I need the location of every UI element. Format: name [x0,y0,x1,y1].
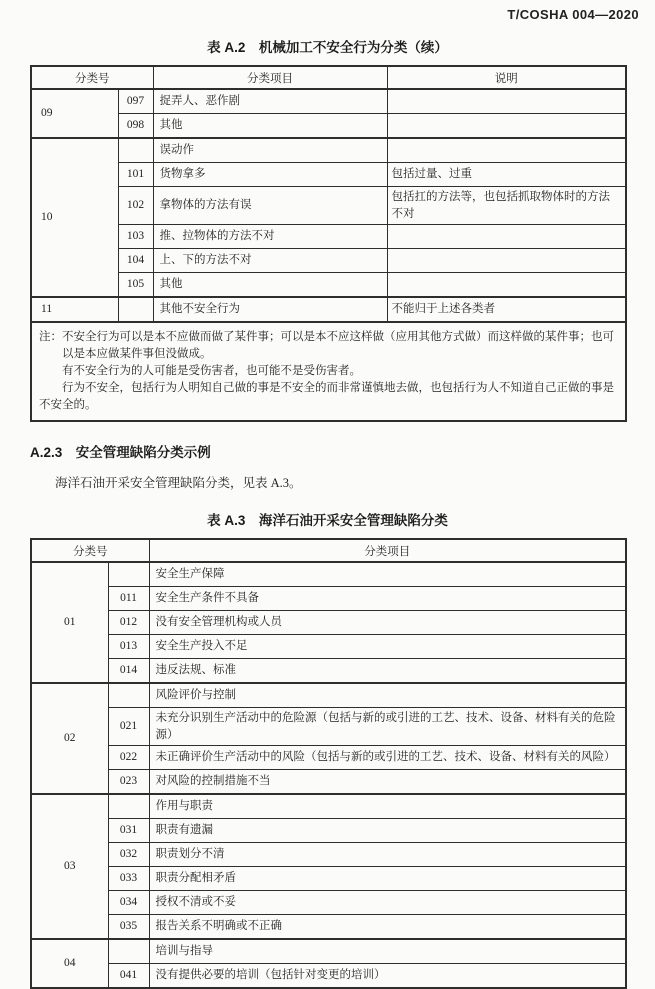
desc-cell [387,225,626,249]
code-cell: 023 [108,770,149,795]
item-cell: 没有安全管理机构或人员 [149,611,626,635]
item-cell: 作用与职责 [149,794,626,819]
code-cell [108,939,149,964]
table-row [31,915,626,940]
note-paragraph: 注：不安全行为可以是本不应做而做了某件事；可以是本不应这样做（应用其他方式做）而这样做的某件事；也可以是本应做某件事但没做成。 [39,331,614,360]
group-no-cell: 10 [31,138,118,297]
table-row [31,708,626,746]
item-cell: 职责划分不清 [149,843,626,867]
table-a2-header-class-no: 分类号 [31,66,153,89]
desc-cell [387,273,626,298]
desc-cell [387,89,626,114]
code-cell [108,562,149,587]
code-cell: 032 [108,843,149,867]
table-a3-header-class-no: 分类号 [31,539,149,562]
code-cell: 021 [108,708,149,746]
table-a3-header-item: 分类项目 [149,539,626,562]
clause-heading-a23: A.2.3 安全管理缺陷分类示例 [30,445,211,460]
code-cell: 033 [108,867,149,891]
table-row [31,635,626,659]
code-cell: 022 [108,746,149,770]
code-cell: 035 [108,915,149,940]
table-header-row [31,66,626,89]
item-cell: 其他 [153,114,387,139]
table-a2-header-item: 分类项目 [153,66,387,89]
group-no-cell: 03 [31,794,108,939]
code-cell [118,138,153,163]
desc-cell: 包括过量、过重 [387,163,626,187]
item-cell: 风险评价与控制 [149,683,626,708]
item-cell: 职责有遗漏 [149,819,626,843]
table-note-row [31,322,626,421]
code-cell: 103 [118,225,153,249]
table-a2-title: 表 A.2 机械加工不安全行为分类（续） [207,40,448,55]
code-cell [118,297,153,322]
table-row [31,187,626,225]
code-cell: 104 [118,249,153,273]
table-row [31,249,626,273]
table-row [31,562,626,587]
code-cell: 014 [108,659,149,684]
group-no-cell: 11 [31,297,118,322]
code-cell: 098 [118,114,153,139]
table-row [31,939,626,964]
table-row [31,843,626,867]
table-a3-head [31,539,626,562]
item-cell: 拿物体的方法有误 [153,187,387,225]
item-cell: 培训与指导 [149,939,626,964]
code-cell [108,683,149,708]
item-cell: 违反法规、标准 [149,659,626,684]
item-cell: 推、拉物体的方法不对 [153,225,387,249]
table-row [31,819,626,843]
item-cell: 职责分配相矛盾 [149,867,626,891]
table-row [31,114,626,139]
item-cell: 没有提供必要的培训（包括针对变更的培训） [149,964,626,989]
item-cell: 未充分识别生产活动中的危险源（包括与新的或引进的工艺、技术、设备、材料有关的危险源） [149,708,626,746]
item-cell: 上、下的方法不对 [153,249,387,273]
table-row [31,89,626,114]
code-cell: 013 [108,635,149,659]
item-cell: 安全生产投入不足 [149,635,626,659]
item-cell: 其他不安全行为 [153,297,387,322]
table-a2-head [31,66,626,89]
desc-cell: 包括扛的方法等，也包括抓取物体时的方法不对 [387,187,626,225]
note-paragraph: 有不安全行为的人可能是受伤害者，也可能不是受伤害者。 [62,365,361,377]
item-cell: 其他 [153,273,387,298]
table-row [31,964,626,989]
item-cell: 报告关系不明确或不正确 [149,915,626,940]
item-cell: 对风险的控制措施不当 [149,770,626,795]
table-row [31,867,626,891]
code-cell: 105 [118,273,153,298]
code-cell: 097 [118,89,153,114]
table-row [31,683,626,708]
desc-cell [387,114,626,139]
code-cell: 011 [108,587,149,611]
item-cell: 安全生产条件不具备 [149,587,626,611]
desc-cell [387,138,626,163]
doc-number: T/COSHA 004—2020 [507,7,639,22]
table-row [31,297,626,322]
table-a2 [30,65,627,422]
table-row [31,273,626,298]
code-cell: 012 [108,611,149,635]
table-row [31,794,626,819]
code-cell: 102 [118,187,153,225]
note-label: 注： [39,331,62,343]
item-cell: 授权不清或不妥 [149,891,626,915]
item-cell: 捉弄人、恶作剧 [153,89,387,114]
group-no-cell: 02 [31,683,108,794]
code-cell: 101 [118,163,153,187]
code-cell: 041 [108,964,149,989]
code-cell: 034 [108,891,149,915]
table-row [31,611,626,635]
item-cell: 未正确评价生产活动中的风险（包括与新的或引进的工艺、技术、设备、材料有关的风险） [149,746,626,770]
group-no-cell: 09 [31,89,118,138]
group-no-cell: 01 [31,562,108,683]
table-row [31,138,626,163]
table-row [31,587,626,611]
note-paragraph: 行为不安全，包括行为人明知自己做的事是不安全的而非常谨慎地去做，也包括行为人不知道自己正做的事是不安全的。 [39,382,614,411]
table-header-row [31,539,626,562]
item-cell: 货物拿多 [153,163,387,187]
table-a3 [30,538,627,989]
table-row [31,163,626,187]
table-a2-note-section [31,322,626,421]
code-cell [108,794,149,819]
code-cell: 031 [108,819,149,843]
table-a2-body [31,89,626,322]
clause-paragraph: 海洋石油开采安全管理缺陷分类，见表 A.3。 [55,476,302,490]
group-no-cell: 04 [31,939,108,988]
item-cell: 误动作 [153,138,387,163]
table-row [31,659,626,684]
table-row [31,225,626,249]
table-row [31,770,626,795]
table-row [31,746,626,770]
desc-cell [387,249,626,273]
note-cell [31,322,626,421]
table-row [31,891,626,915]
table-a3-title: 表 A.3 海洋石油开采安全管理缺陷分类 [207,513,448,528]
item-cell: 安全生产保障 [149,562,626,587]
desc-cell: 不能归于上述各类者 [387,297,626,322]
table-a3-body [31,562,626,988]
table-a2-header-desc: 说明 [387,66,626,89]
